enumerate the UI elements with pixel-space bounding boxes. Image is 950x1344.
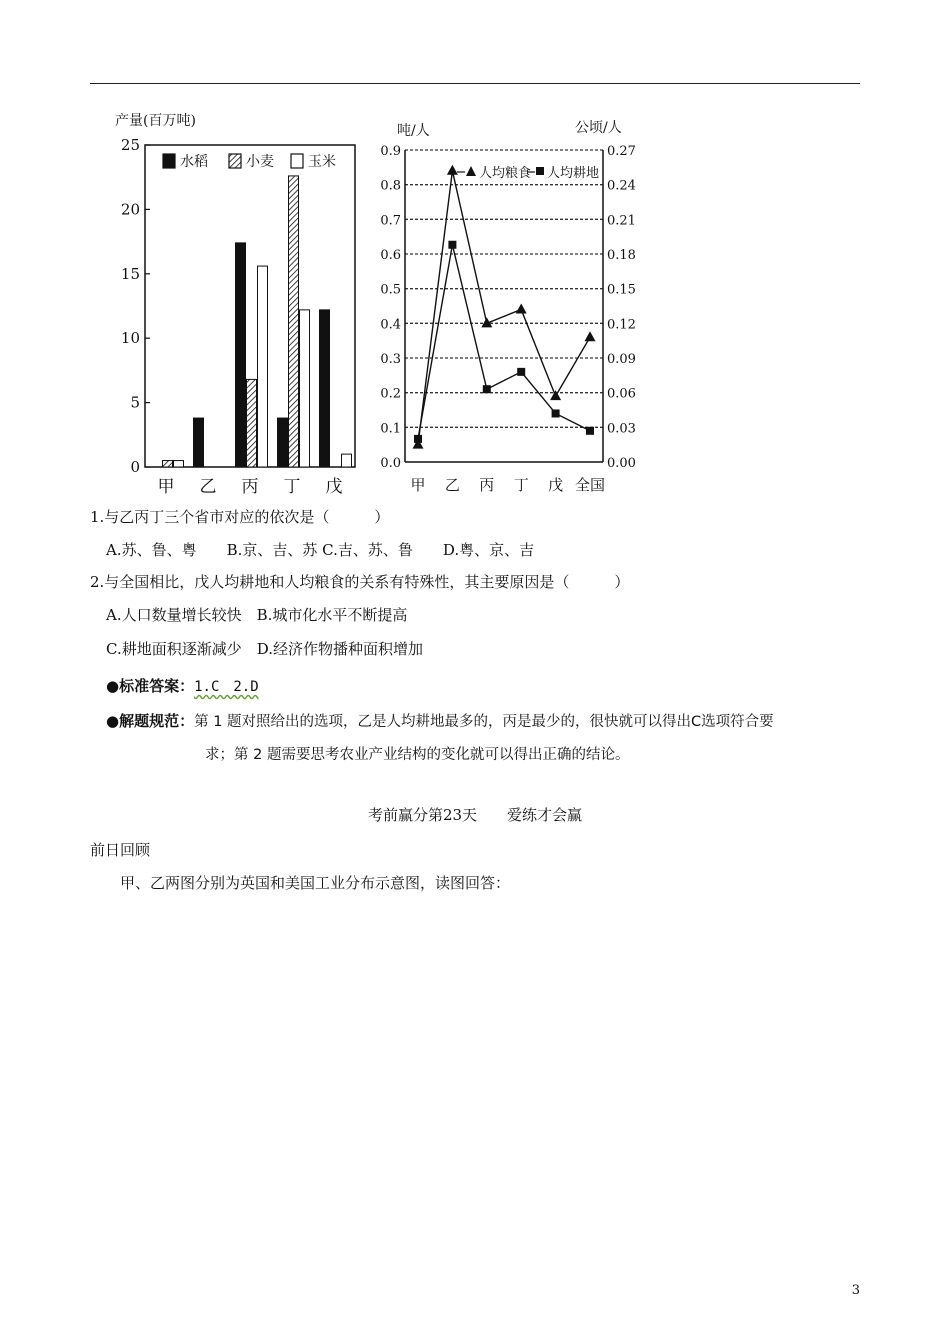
bar-y-tick-label: 15 — [120, 264, 140, 283]
bar-y-axis-label: 产量(百万吨) — [115, 113, 196, 129]
page-number: 3 — [851, 1283, 860, 1298]
bar-legend-swatch — [163, 154, 175, 168]
bar — [236, 243, 246, 467]
line-point-square — [483, 385, 491, 393]
line-left-tick-label: 0.8 — [380, 178, 401, 194]
line-right-tick-label: 0.12 — [607, 317, 636, 333]
line-legend-label: 人均粮食 — [479, 166, 532, 181]
line-right-tick-label: 0.09 — [607, 352, 636, 367]
bar-category-label: 丙 — [241, 477, 259, 497]
line-left-tick-label: 0.9 — [380, 144, 401, 159]
bar — [342, 454, 352, 467]
line-right-tick-label: 0.00 — [607, 456, 636, 471]
bar-category-label: 甲 — [157, 477, 175, 497]
bar — [247, 379, 257, 467]
bar-legend-label: 玉米 — [308, 154, 336, 170]
line-point-square — [517, 368, 525, 376]
bar — [320, 310, 330, 467]
line-point-square — [448, 241, 456, 249]
line-legend-marker-triangle — [466, 166, 476, 176]
bar — [289, 176, 299, 467]
answer-value: 1.C 2.D — [194, 679, 259, 695]
review-heading: 前日回顾 — [90, 841, 151, 859]
line-point-triangle — [516, 303, 527, 313]
bar — [174, 461, 184, 467]
question-2-options-ab: A.人口数量增长较快 B.城市化水平不断提高 — [106, 606, 408, 624]
line-point-triangle — [447, 165, 458, 175]
line-left-tick-label: 0.1 — [380, 421, 401, 437]
explain-line-1 — [106, 711, 774, 732]
line-right-tick-label: 0.21 — [607, 213, 636, 229]
bar-legend-label: 水稻 — [180, 154, 208, 170]
bar-y-tick-label: 10 — [120, 329, 140, 348]
bar — [163, 461, 173, 467]
bar-legend-swatch — [291, 154, 303, 168]
bar — [278, 418, 288, 467]
explain-text-1: 第 1 题对照给出的选项，乙是人均耕地最多的，丙是最少的，很快就可以得出C选项符合要 — [194, 714, 774, 730]
line-right-tick-label: 0.06 — [607, 386, 636, 402]
line-point-square — [414, 435, 422, 443]
question-1: 1.与乙丙丁三个省市对应的依次是（ ） — [90, 508, 390, 526]
bar-category-label: 丁 — [283, 477, 301, 497]
line-point-triangle — [550, 390, 561, 400]
line-left-tick-label: 0.3 — [380, 352, 401, 367]
bar-legend-label: 小麦 — [246, 154, 274, 170]
line-left-tick-label: 0.2 — [380, 386, 401, 402]
bar-category-label: 乙 — [199, 477, 217, 497]
question-2: 2.与全国相比，戊人均耕地和人均粮食的关系有特殊性，其主要原因是（ ） — [90, 573, 630, 591]
line-left-tick-label: 0.5 — [380, 282, 401, 298]
line-right-tick-label: 0.24 — [607, 178, 636, 194]
bar-category-label: 戊 — [325, 477, 343, 497]
line-left-tick-label: 0.4 — [380, 317, 401, 333]
line-category-label: 戊 — [548, 476, 564, 494]
line-category-label: 甲 — [410, 476, 426, 494]
question-1-options: A.苏、鲁、粤 B.京、吉、苏 C.吉、苏、鲁 D.粤、京、吉 — [106, 541, 535, 559]
line-series-farmland — [418, 245, 590, 439]
line-category-label: 丁 — [513, 476, 529, 494]
line-legend-label: 人均耕地 — [547, 166, 600, 181]
bar — [300, 310, 310, 467]
line-legend-marker-square — [536, 167, 544, 175]
line-right-tick-label: 0.27 — [607, 144, 636, 159]
line-chart — [375, 110, 635, 500]
answer-line — [106, 676, 259, 697]
line-series-grain — [418, 171, 590, 445]
explain-label: ●解题规范： — [106, 712, 195, 730]
bar-chart — [105, 105, 365, 495]
header-rule — [90, 83, 860, 84]
review-text: 甲、乙两图分别为英国和美国工业分布示意图，读图回答： — [120, 874, 511, 892]
line-category-label: 丙 — [479, 476, 495, 494]
line-right-tick-label: 0.03 — [607, 421, 636, 437]
bar — [194, 418, 204, 467]
line-category-label: 全国 — [574, 476, 606, 494]
answer-label: ●标准答案： — [106, 677, 195, 695]
section-title: 考前赢分第23天 爱练才会赢 — [367, 806, 583, 824]
line-point-square — [552, 409, 560, 417]
question-2-options-cd: C.耕地面积逐渐减少 D.经济作物播种面积增加 — [106, 640, 423, 658]
bar — [258, 266, 268, 467]
line-left-axis-label: 吨/人 — [397, 123, 430, 139]
line-left-tick-label: 0.0 — [380, 456, 401, 471]
explain-text-2: 求；第 2 题需要思考农业产业结构的变化就可以得出正确的结论。 — [205, 747, 630, 763]
line-category-label: 乙 — [444, 476, 460, 494]
line-right-tick-label: 0.15 — [607, 282, 636, 298]
bar-y-tick-label: 25 — [120, 136, 140, 154]
line-left-tick-label: 0.7 — [380, 213, 401, 229]
line-right-axis-label: 公顷/人 — [575, 120, 622, 136]
bar-legend-swatch — [229, 154, 241, 168]
line-point-triangle — [585, 331, 596, 341]
bar-y-tick-label: 0 — [130, 458, 140, 476]
line-right-tick-label: 0.18 — [607, 248, 636, 263]
line-left-tick-label: 0.6 — [380, 248, 401, 263]
bar-y-tick-label: 20 — [120, 200, 140, 219]
line-point-square — [586, 427, 594, 435]
bar-y-tick-label: 5 — [130, 393, 140, 412]
